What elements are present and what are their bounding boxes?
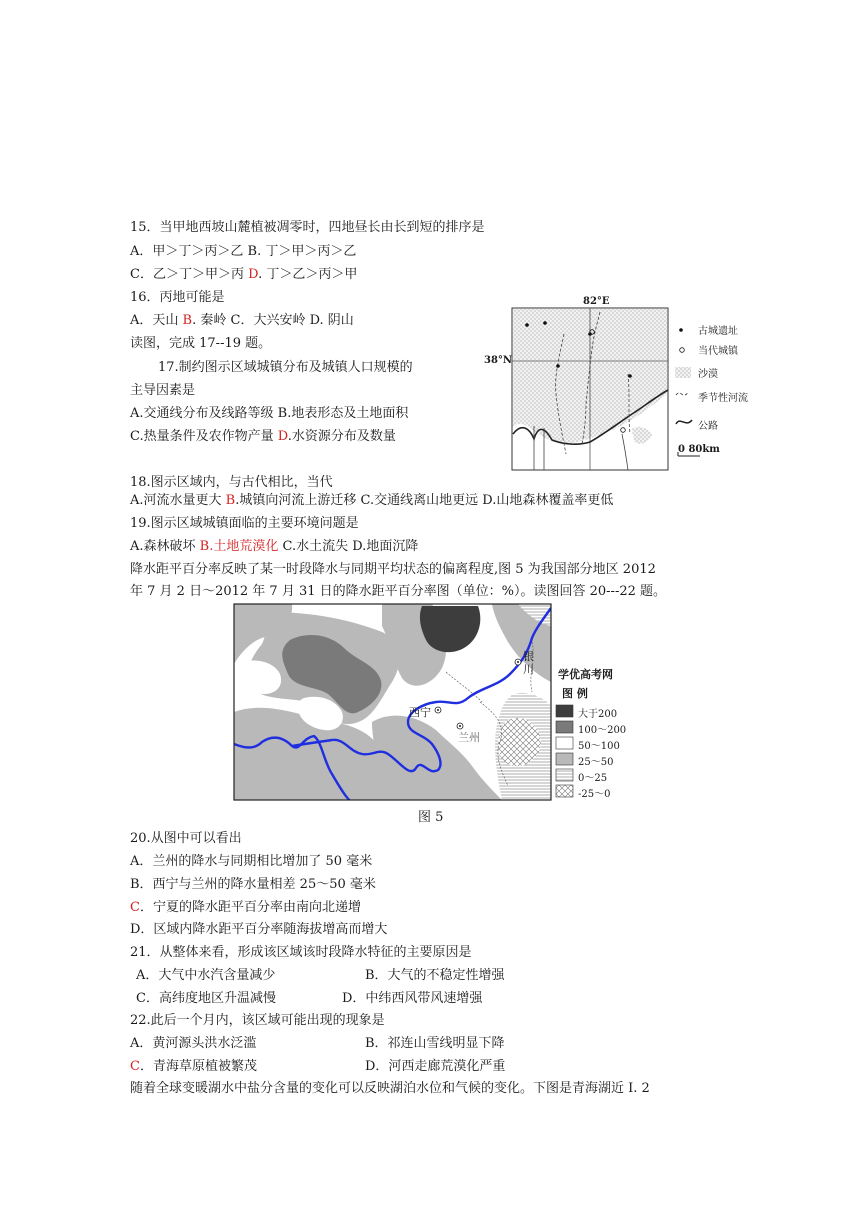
qinghai-lake-intro: 随着全球变暖湖水中盐分含量的变化可以反映湖泊水位和气候的变化。下图是青海湖近 I. 2 xyxy=(130,1081,650,1096)
legend-modern-town: 当代城镇 xyxy=(698,346,738,357)
legend-0-25: 0～25 xyxy=(578,773,608,784)
city-xining: 西宁 xyxy=(409,706,431,719)
legend-desert: 沙漠 xyxy=(698,369,718,380)
q21-stem: 21．从整体来看，形成该区域该时段降水特征的主要原因是 xyxy=(130,945,472,960)
q18-option-a: A.河流水量更大 xyxy=(130,493,226,508)
q21-option-d: D．中纬西风带风速增强 xyxy=(342,991,483,1006)
q19-options xyxy=(130,538,418,555)
q20-option-d: D．区域内降水距平百分率随海拔增高而增大 xyxy=(130,922,388,937)
legend-neg25-0: -25～0 xyxy=(578,789,611,800)
map2-legend-title: 图 例 xyxy=(562,687,588,700)
q16-option-a: A．天山 xyxy=(130,313,183,328)
q20-option-a: A．兰州的降水与同期相比增加了 50 毫米 xyxy=(130,854,373,869)
q19-options-cd: C.水土流失 D.地面沉降 xyxy=(278,539,419,554)
q15-stem: 15．当甲地西坡山麓植被凋零时，四地昼长由长到短的排序是 xyxy=(130,220,485,235)
q22-option-d: D．河西走廊荒漠化严重 xyxy=(365,1059,506,1074)
q15-options-ab: A．甲＞丁＞丙＞乙 B. 丁＞甲＞丙＞乙 xyxy=(130,244,357,259)
intro-20-22-line2: 年 7 月 2 日～2012 年 7 月 31 日的降水距平百分率图（单位：%）。读图回答 20---22 题。 xyxy=(130,584,667,599)
q22-stem: 22.此后一个月内，该区域可能出现的现象是 xyxy=(130,1013,385,1028)
legend-25-50: 25～50 xyxy=(578,757,614,768)
q17-option-d: .水资源分布及数量 xyxy=(287,429,396,444)
q20-option-c-line xyxy=(130,899,361,916)
q16-answer-b: B xyxy=(182,313,193,328)
legend-road: 公路 xyxy=(698,421,718,432)
q15-option-c: C．乙＞丁＞甲＞丙 xyxy=(130,267,249,282)
q22-option-b: B．祁连山雪线明显下降 xyxy=(365,1036,505,1051)
q15-option-d: . 丁＞乙＞丙＞甲 xyxy=(258,267,358,282)
q20-stem: 20.从图中可以看出 xyxy=(130,831,242,846)
q17-options-ab: A.交通线分布及线路等级 B.地表形态及土地面积 xyxy=(130,406,409,421)
q17-answer-d: D xyxy=(277,429,288,444)
q16-options xyxy=(130,312,354,329)
precipitation-anomaly-map xyxy=(232,602,636,802)
q20-option-b: B．西宁与兰州的降水量相差 25～50 毫米 xyxy=(130,877,376,892)
map1-scale: 0 80km xyxy=(678,444,720,455)
q18-options xyxy=(130,492,613,509)
q19-stem: 19.图示区域城镇面临的主要环境问题是 xyxy=(130,516,359,531)
q18-stem: 18.图示区域内，与古代相比，当代 xyxy=(130,475,333,490)
q18-answer-b: B xyxy=(225,493,236,508)
legend-seasonal-river: 季节性河流 xyxy=(698,393,748,404)
figure-5-caption: 图 5 xyxy=(418,810,444,825)
map1-latitude-label: 38°N xyxy=(484,355,513,366)
legend-ancient-city: 古城遗址 xyxy=(698,326,738,337)
intro-17-19: 读图，完成 17--19 题。 xyxy=(130,336,272,351)
q17-option-c: C.热量条件及农作物产量 xyxy=(130,429,278,444)
q17-stem-line1: 17.制约图示区域城镇分布及城镇人口规模的 xyxy=(158,360,413,375)
q15-answer-d: D xyxy=(248,267,259,282)
city-yinchuan: 银川 xyxy=(523,650,534,676)
q22-answer-c: C xyxy=(130,1059,140,1074)
q21-option-b: B．大气的不稳定性增强 xyxy=(365,968,505,983)
q22-option-c: ．青海草原植被繁茂 xyxy=(139,1059,257,1074)
city-lanzhou: 兰州 xyxy=(458,731,480,744)
map1-longitude-label: 82°E xyxy=(583,296,610,307)
legend-50-100: 50～100 xyxy=(578,741,620,752)
intro-20-22-line1: 降水距平百分率反映了某一时段降水与同期平均状态的偏离程度,图 5 为我国部分地区 2012 xyxy=(130,562,656,577)
q19-answer-b: B.土地荒漠化 xyxy=(199,539,279,554)
map2-watermark: 学优高考网 xyxy=(558,668,613,681)
q19-option-a: A.森林破坏 xyxy=(130,539,200,554)
q17-stem-line2: 主导因素是 xyxy=(130,383,196,398)
q21-option-a: A．大气中水汽含量减少 xyxy=(136,968,276,983)
q15-options-cd xyxy=(130,266,357,283)
q22-option-c-line xyxy=(130,1058,257,1075)
legend-100-200: 100～200 xyxy=(578,725,627,736)
desert-region-map xyxy=(482,294,770,472)
q18-option-rest: .城镇向河流上游迁移 C.交通线离山地更远 D.山地森林覆盖率更低 xyxy=(235,493,614,508)
q17-options-cd xyxy=(130,428,396,445)
q20-answer-c: C xyxy=(130,900,140,915)
q20-option-c: ．宁夏的降水距平百分率由南向北递增 xyxy=(139,900,361,915)
q16-option-rest: . 秦岭 C．大兴安岭 D. 阴山 xyxy=(192,313,354,328)
legend-gt200: 大于200 xyxy=(578,709,618,720)
q22-option-a: A．黄河源头洪水泛滥 xyxy=(130,1036,257,1051)
q21-option-c: C．高纬度地区升温减慢 xyxy=(136,991,276,1006)
q16-stem: 16．丙地可能是 xyxy=(130,290,225,305)
